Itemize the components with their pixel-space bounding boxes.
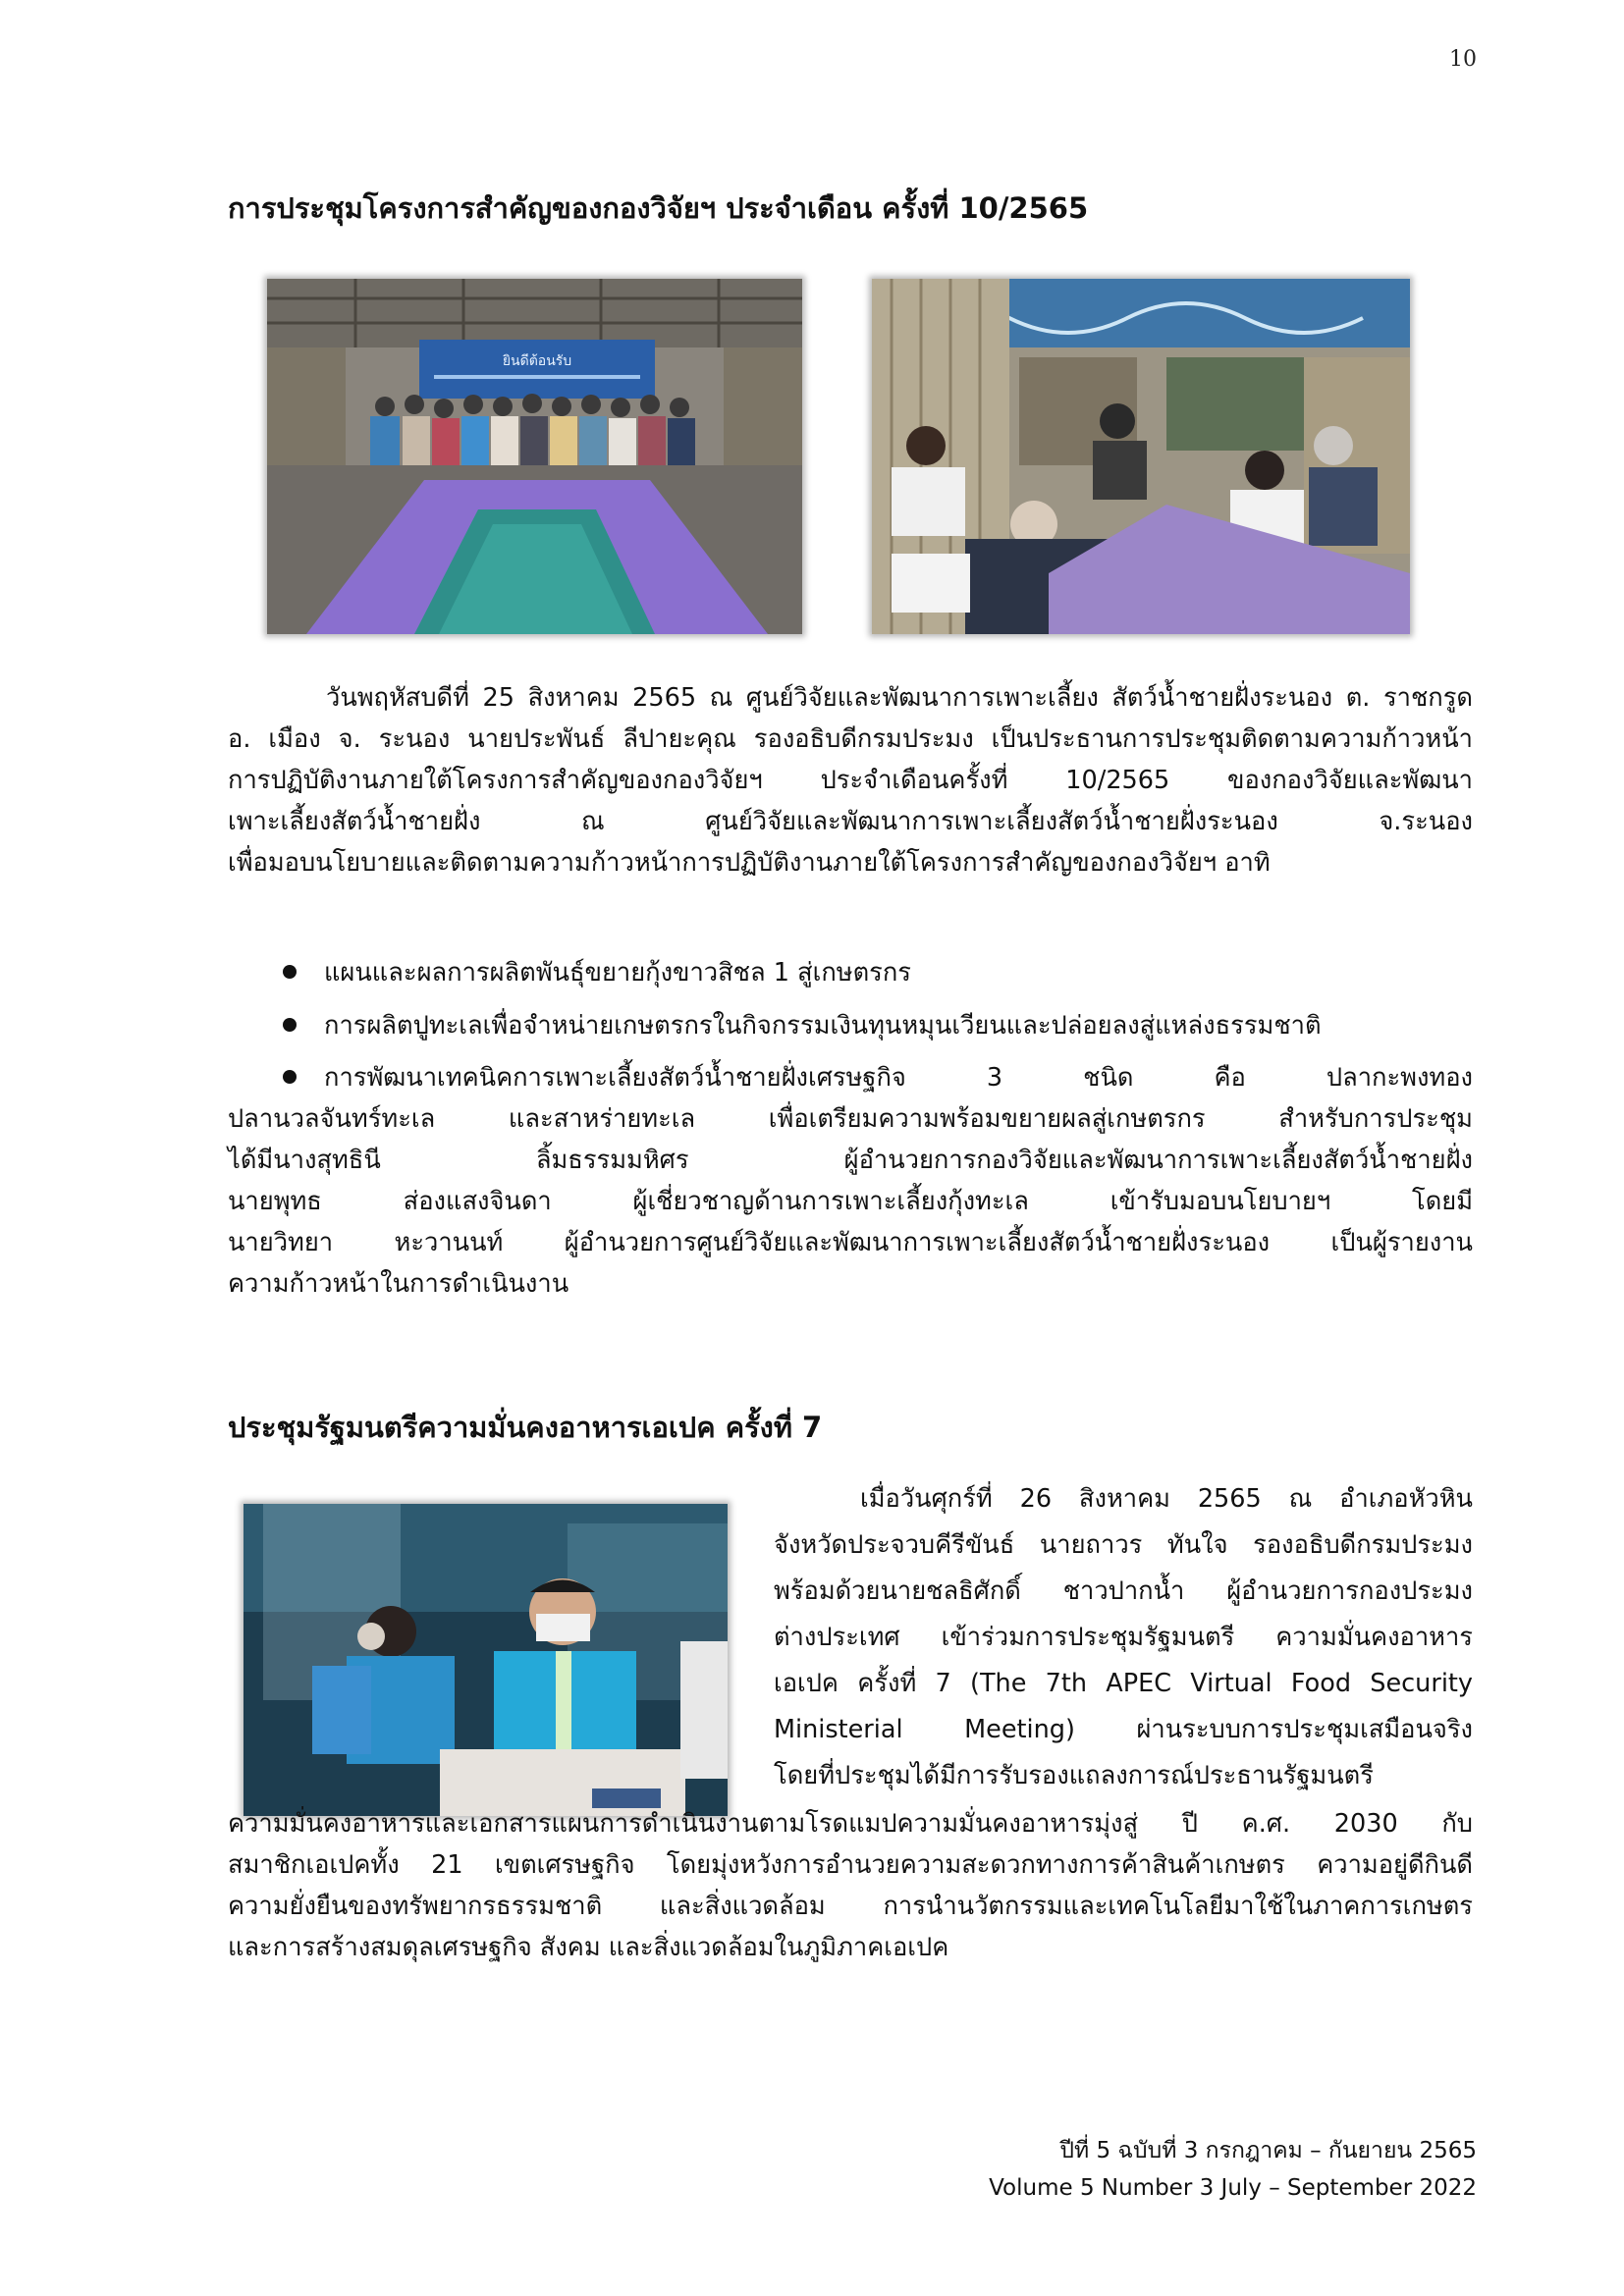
footer-thai: ปีที่ 5 ฉบับที่ 3 กรกฎาคม – กันยายน 2565 <box>1059 2138 1477 2163</box>
bullet-item: การผลิตปูทะเลเพื่อจำหน่ายเกษตรกรในกิจกรรมเงินทุนหมุนเวียนและปล่อยลงสู่แหล่งธรรมชาติ <box>228 1005 1473 1046</box>
section2-heading: ประชุมรัฐมนตรีความมั่นคงอาหารเอเปค ครั้งที่ 7 <box>228 1411 823 1444</box>
paragraph-line: อ. เมือง จ. ระนอง นายประพันธ์ ลีปายะคุณ รองอธิบดีกรมประมง เป็นประธานการประชุมติดตามความก้าวหน้า <box>228 724 1473 754</box>
meeting-group-photo <box>267 279 802 634</box>
paragraph-line: ต่างประเทศ เข้าร่วมการประชุมรัฐมนตรี ความมั่นคงอาหาร <box>774 1623 1473 1652</box>
section1-heading: การประชุมโครงการสำคัญของกองวิจัยฯ ประจำเดือน ครั้งที่ 10/2565 <box>228 191 1089 225</box>
paragraph-line: ความยั่งยืนของทรัพยากรธรรมชาติ และสิ่งแวดล้อม การนำนวัตกรรมและเทคโนโลยีมาใช้ในภาคการเกษตร <box>228 1892 1473 1921</box>
paragraph-line: และการสร้างสมดุลเศรษฐกิจ สังคม และสิ่งแวดล้อมในภูมิภาคเอเปค <box>228 1933 949 1962</box>
meeting-table-photo-icon <box>872 279 1410 634</box>
paragraph-line: ความก้าวหน้าในการดำเนินงาน <box>228 1269 569 1299</box>
bullet-icon <box>283 1018 297 1032</box>
paragraph-line: เมื่อวันศุกร์ที่ 26 สิงหาคม 2565 ณ อำเภอหัวหิน <box>860 1484 1473 1514</box>
meeting-table-photo <box>872 279 1410 634</box>
footer-english: Volume 5 Number 3 July – September 2022 <box>989 2175 1477 2201</box>
paragraph-line: การปฏิบัติงานภายใต้โครงการสำคัญของกองวิจัยฯ ประจำเดือนครั้งที่ 10/2565 ของกองวิจัยและพัฒนา <box>228 766 1473 795</box>
bullet3-paragraph <box>228 1057 1473 1305</box>
paragraph-line: นายพุทธ ส่องแสงจินดา ผู้เชี่ยวชาญด้านการเพาะเลี้ยงกุ้งทะเล เข้ารับมอบนโยบายฯ โดยมี <box>228 1187 1473 1216</box>
meeting-group-photo-icon <box>267 279 802 634</box>
paragraph-line: เพื่อมอบนโยบายและติดตามความก้าวหน้าการปฏิบัติงานภายใต้โครงการสำคัญของกองวิจัยฯ อาทิ <box>228 848 1271 878</box>
paragraph-line: การพัฒนาเทคนิคการเพาะเลี้ยงสัตว์น้ำชายฝั่งเศรษฐกิจ 3 ชนิด คือ ปลากะพงทอง <box>228 1057 1473 1098</box>
paragraph-line: โดยที่ประชุมได้มีการรับรองแถลงการณ์ประธานรัฐมนตรี <box>774 1761 1374 1790</box>
banner-text: ยินดีต้อนรับ <box>502 353 572 369</box>
bullet-icon <box>283 1070 297 1084</box>
paragraph-line: เอเปค ครั้งที่ 7 (The 7th APEC Virtual Food Security <box>774 1669 1473 1698</box>
paragraph-line: พร้อมด้วยนายชลธิศักดิ์ ชาวปากน้ำ ผู้อำนวยการกองประมง <box>774 1576 1473 1606</box>
paragraph-line: นายวิทยา หะวานนท์ ผู้อำนวยการศูนย์วิจัยและพัฒนาการเพาะเลี้ยงสัตว์น้ำชายฝั่งระนอง เป็นผู้รายงาน <box>228 1228 1473 1257</box>
paragraph-line: เพาะเลี้ยงสัตว์น้ำชายฝั่ง ณ ศูนย์วิจัยและพัฒนาการเพาะเลี้ยงสัตว์น้ำชายฝั่งระนอง จ.ระนอง <box>228 807 1473 836</box>
paragraph-line: สมาชิกเอเปคทั้ง 21 เขตเศรษฐกิจ โดยมุ่งหวังการอำนวยความสะดวกทางการค้าสินค้าเกษตร ความอยู่ดีกินดี <box>228 1850 1473 1880</box>
paragraph-line: จังหวัดประจวบคีรีขันธ์ นายถาวร ทันใจ รองอธิบดีกรมประมง <box>774 1530 1473 1560</box>
section2-paragraph <box>228 1803 1473 1968</box>
official-seated-photo-icon <box>244 1504 728 1816</box>
paragraph-line: Ministerial Meeting) ผ่านระบบการประชุมเสมือนจริง <box>774 1715 1473 1744</box>
bullet-icon <box>283 965 297 979</box>
bullet-item: แผนและผลการผลิตพันธุ์ขยายกุ้งขาวสิชล 1 สู่เกษตรกร <box>228 952 1473 993</box>
section2-side-paragraph <box>774 1476 1473 1799</box>
paragraph-line: ความมั่นคงอาหารและเอกสารแผนการดำเนินงานตามโรดแมปความมั่นคงอาหารมุ่งสู่ ปี ค.ศ. 2030 กับ <box>228 1809 1473 1839</box>
official-seated-photo <box>244 1504 728 1816</box>
paragraph-line: ปลานวลจันทร์ทะเล และสาหร่ายทะเล เพื่อเตรียมความพร้อมขยายผลสู่เกษตรกร สำหรับการประชุม <box>228 1104 1473 1134</box>
page-number: 10 <box>1449 47 1477 72</box>
section1-paragraph <box>228 677 1473 883</box>
paragraph-line: วันพฤหัสบดีที่ 25 สิงหาคม 2565 ณ ศูนย์วิจัยและพัฒนาการเพาะเลี้ยง สัตว์น้ำชายฝั่งระนอง ต. ราชกรูด <box>326 683 1473 713</box>
footer <box>989 2132 1477 2207</box>
paragraph-line: ได้มีนางสุทธินี ลิ้มธรรมมหิศร ผู้อำนวยการกองวิจัยและพัฒนาการเพาะเลี้ยงสัตว์น้ำชายฝั่ง <box>228 1146 1473 1175</box>
